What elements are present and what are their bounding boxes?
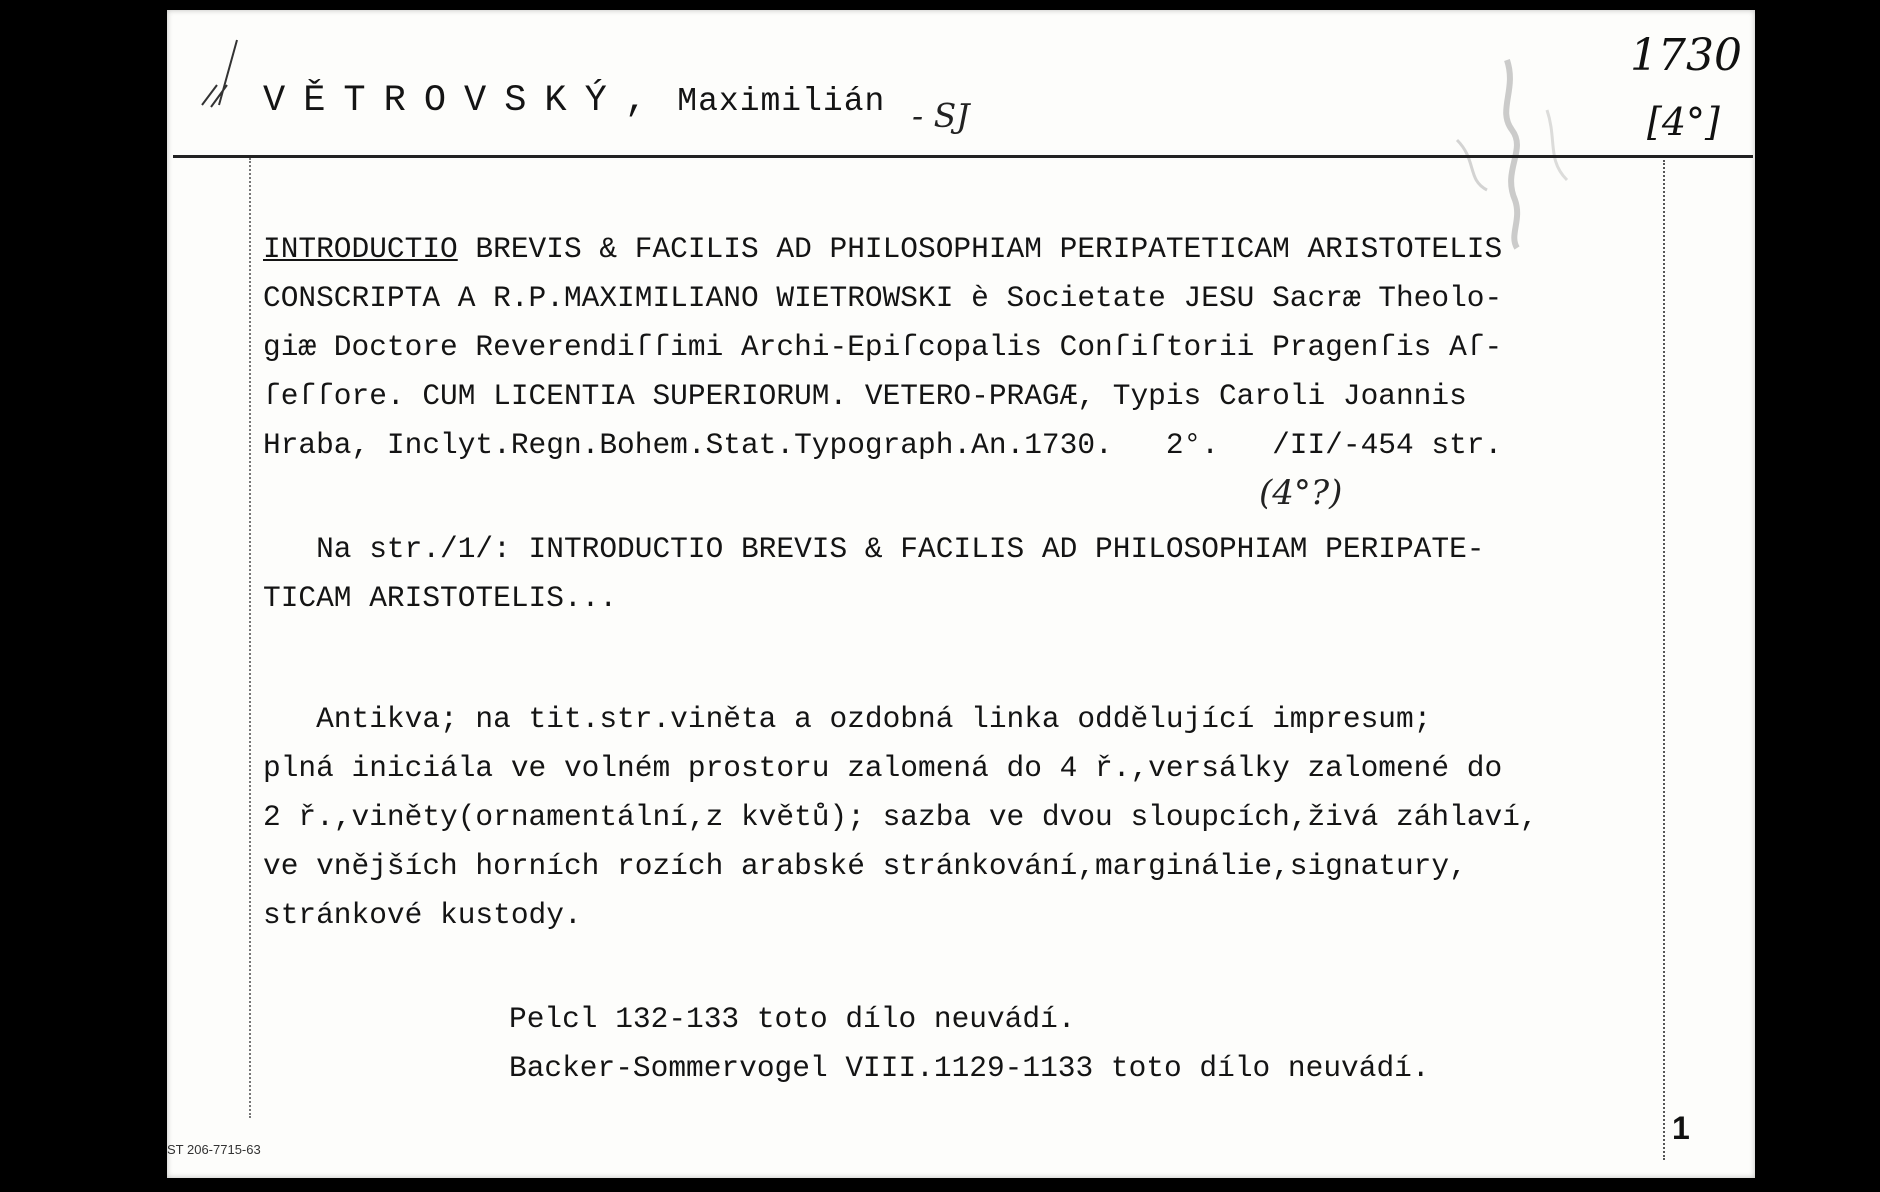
catalog-card [167, 10, 1755, 1178]
page-one-line-2: TICAM ARISTOTELIS... [263, 581, 618, 615]
reference-line-2: Backer-Sommervogel VIII.1129-1133 toto dílo neuvádí. [509, 1051, 1430, 1085]
title-lead-word: INTRODUCTIO [263, 232, 458, 266]
page-one-line-1: Na str./1/: INTRODUCTIO BREVIS & FACILIS AD PHILOSOPHIAM PERIPATE- [263, 532, 1485, 566]
typography-line-1: Antikva; na tit.str.viněta a ozdobná linka oddělující impresum; [263, 702, 1432, 736]
reference-line-1: Pelcl 132-133 toto dílo neuvádí. [509, 1002, 1076, 1036]
pencil-tick-mark [197, 35, 257, 125]
call-number: 1730 [1630, 30, 1742, 81]
author-surname: VĚTROVSKÝ [263, 80, 625, 122]
typography-description [263, 695, 1538, 940]
header-rule [173, 155, 1753, 158]
form-code: ST 206-7715-63 [167, 1142, 261, 1157]
typography-line-4: ve vnějších horních rozích arabské stránkování,marginálie,signatury, [263, 849, 1467, 883]
author-heading [263, 80, 885, 122]
typography-line-3: 2 ř.,viněty(ornamentální,z květů); sazba ve dvou sloupcích,živá záhlaví, [263, 800, 1538, 834]
typography-line-5: stránkové kustody. [263, 898, 582, 932]
order-annotation: - SJ [912, 96, 970, 135]
bibliography-references [509, 995, 1430, 1093]
title-line-4: ſeſſore. CUM LICENTIA SUPERIORUM. VETERO-PRAGÆ, Typis Caroli Joannis [263, 379, 1467, 413]
ink-stain-smudge [1397, 50, 1617, 250]
format-mark: [4°] [1647, 100, 1720, 144]
author-comma: , [624, 80, 652, 122]
card-page-number: 1 [1672, 1110, 1690, 1146]
author-firstname: Maximilián [677, 83, 886, 120]
typography-line-2: plná iniciála ve volném prostoru zalomená do 4 ř.,versálky zalomené do [263, 751, 1503, 785]
title-line-2: CONSCRIPTA A R.P.MAXIMILIANO WIETROWSKI è Societate JESU Sacræ Theolo- [263, 281, 1503, 315]
title-line-5: Hraba, Inclyt.Regn.Bohem.Stat.Typograph.An.1730. 2°. /II/-454 str. [263, 428, 1503, 462]
title-line-3: giæ Doctore Reverendiſſimi Archi-Epiſcopalis Conſiſtorii Pragenſis Aſ- [263, 330, 1503, 364]
right-margin-rule [1663, 160, 1665, 1160]
format-pencil-note: (4°?) [1259, 473, 1343, 513]
title-entry [263, 225, 1502, 470]
left-margin-rule [249, 158, 251, 1118]
page-one-note [263, 525, 1485, 623]
title-line-1: BREVIS & FACILIS AD PHILOSOPHIAM PERIPATETICAM ARISTOTELIS [457, 232, 1503, 266]
